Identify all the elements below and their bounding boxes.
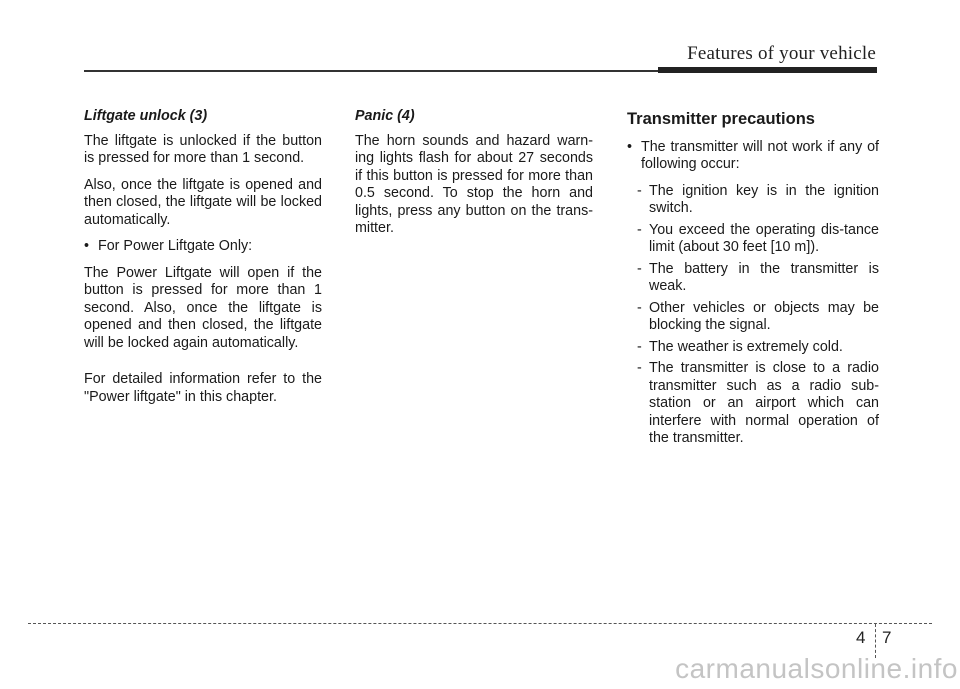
- dash-icon: -: [637, 299, 642, 316]
- dash-icon: -: [637, 182, 642, 199]
- header-rule: [84, 70, 660, 72]
- liftgate-paragraph-4: For detailed information refer to the "Power liftgate" in this chapter.: [84, 371, 322, 405]
- dash-icon: -: [637, 338, 642, 355]
- dash-icon: -: [637, 221, 642, 238]
- liftgate-paragraph-3: The Power Liftgate will open if the button is pressed for more than 1 second. Also, once the liftgate is opened and then closed, the liftgate will be locked again automatically.: [84, 264, 322, 351]
- bullet-icon: •: [84, 238, 90, 254]
- column-right: [627, 108, 879, 452]
- transmitter-precautions-title: Transmitter precautions: [627, 110, 815, 128]
- dash-icon: -: [637, 260, 642, 277]
- panic-heading: Panic (4): [355, 108, 415, 124]
- list-item: - You exceed the operating dis-tance limit (about 30 feet [10 m]).: [637, 221, 879, 255]
- list-item: - Other vehicles or objects may be blocking the signal.: [637, 299, 879, 333]
- header-rule-accent: [658, 67, 877, 73]
- watermark: carmanualsonline.info: [675, 653, 958, 684]
- list-item: - The weather is extremely cold.: [637, 338, 843, 355]
- bullet-icon: •: [627, 138, 633, 155]
- column-middle: [355, 108, 593, 247]
- liftgate-unlock-heading: Liftgate unlock (3): [84, 108, 208, 124]
- dash-icon: -: [637, 360, 642, 376]
- footer-rule: [28, 623, 932, 624]
- list-item: - The ignition key is in the ignition switch.: [637, 182, 879, 216]
- page-number: 7: [882, 628, 892, 647]
- liftgate-paragraph-1: The liftgate is unlocked if the button is pressed for more than 1 second.: [84, 132, 322, 166]
- bullet-text: The transmitter will not work if any of following occur:: [641, 138, 879, 172]
- column-left: [84, 108, 322, 415]
- precautions-bullet: [627, 139, 879, 174]
- liftgate-paragraph-2: Also, once the liftgate is opened and then closed, the liftgate will be locked automatically.: [84, 176, 322, 228]
- power-liftgate-bullet: [84, 238, 322, 256]
- bullet-text: For Power Liftgate Only:: [98, 238, 253, 254]
- chapter-number: 4: [856, 628, 866, 647]
- panic-paragraph: The horn sounds and hazard warn-ing lights flash for about 27 seconds if this button is pressed for more than 0.5 second. To stop the horn and lights, press any button on the trans-mitter.: [355, 132, 593, 236]
- list-item: - The transmitter is close to a radio transmitter such as a radio sub-station or an airport which can interfere with normal operation of the transmitter.: [637, 360, 879, 446]
- running-header: Features of your vehicle: [687, 43, 876, 64]
- list-item: - The battery in the transmitter is weak.: [637, 260, 879, 294]
